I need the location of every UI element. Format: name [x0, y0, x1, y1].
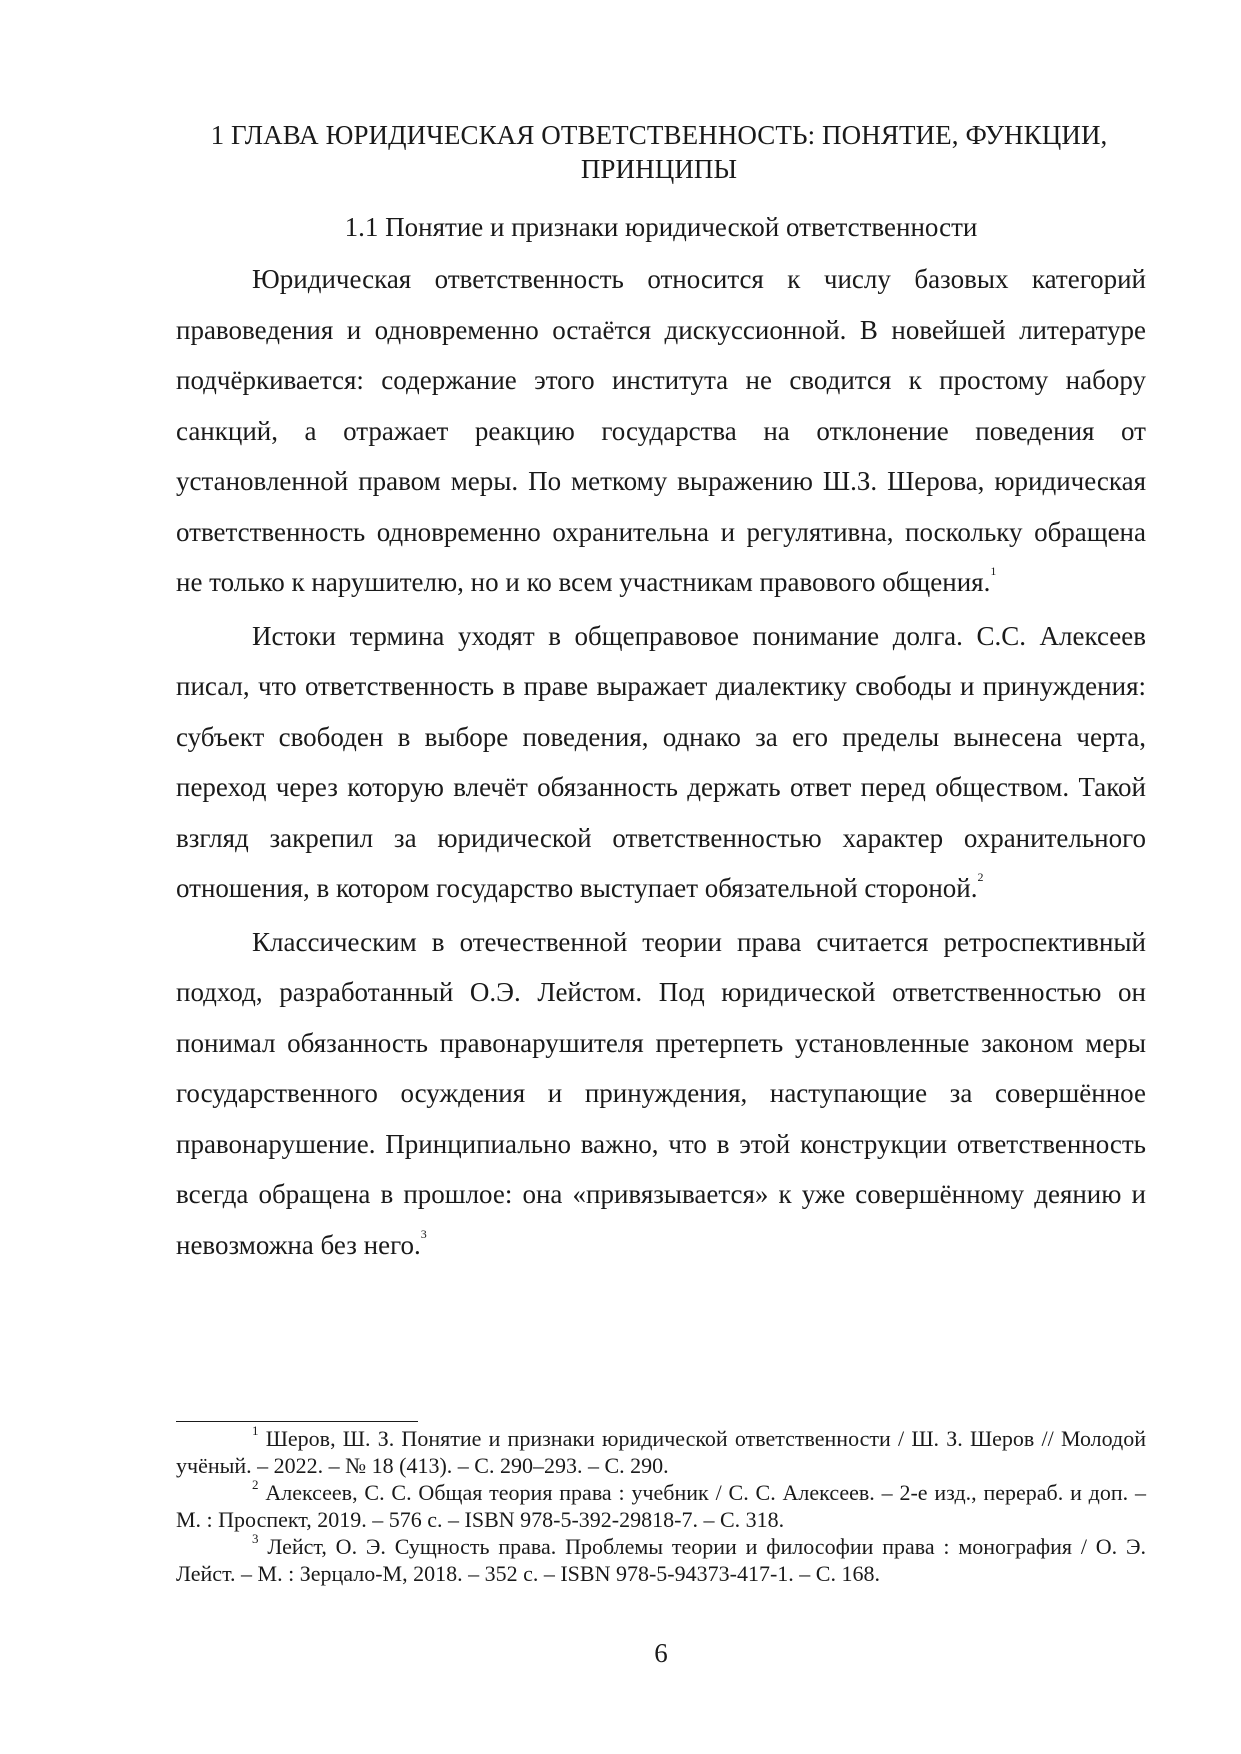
footnote-reference[interactable]: 2 [977, 870, 984, 884]
paragraph-2 [176, 611, 1146, 914]
footnote-mark: 1 [252, 1422, 259, 1438]
paragraph-text: Юридическая ответственность относится к числу базовых категорий правоведения и одновременно остаётся дискуссионной. В новейшей литературе подчёркивается: содержание этого института не сводится к простому набору санкций, а отражает реакцию государства на отклонение поведения от установленной правом меры. По меткому выражению Ш.З. Шерова, юридическая ответственность одновременно охранительна и регулятивна, поскольку обращена не только к нарушителю, но и ко всем участникам правового общения. [176, 264, 1146, 597]
footnote-1 [176, 1422, 1146, 1479]
footnote-2 [176, 1476, 1146, 1533]
paragraph-text: Классическим в отечественной теории права считается ретроспективный подход, разработанный О.Э. Лейстом. Под юридической ответственностью он понимал обязанность правонарушителя претерпеть установленные законом меры государственного осуждения и принуждения, наступающие за совершённое правонарушение. Принципиально важно, что в этой конструкции ответственность всегда обращена в прошлое: она «привязывается» к уже совершённому деянию и невозможна без него. [176, 926, 1146, 1260]
footnote-text: Лейст, О. Э. Сущность права. Проблемы теории и философии права : монография / О. Э. Лейст. – М. : Зерцало-М, 2018. – 352 с. – ISBN 978-5-94373-417-1. – С. 168. [176, 1534, 1146, 1586]
footnote-3 [176, 1530, 1146, 1587]
footnote-text: Шеров, Ш. З. Понятие и признаки юридической ответственности / Ш. З. Шеров // Молодой учёный. – 2022. – № 18 (413). – С. 290–293. – С. 290. [176, 1426, 1146, 1478]
footnotes [176, 1422, 1146, 1587]
paragraph-text: Истоки термина уходят в общеправовое понимание долга. С.С. Алексеев писал, что ответственность в праве выражает диалектику свободы и принуждения: субъект свободен в выборе поведения, однако за его пределы вынесена черта, переход через которую влечёт обязанность держать ответ перед обществом. Такой взгляд закрепил за юридической ответственностью характер охранительного отношения, в котором государство выступает обязательной стороной. [176, 620, 1146, 903]
footnote-mark: 3 [252, 1530, 259, 1546]
chapter-title: 1 ГЛАВА ЮРИДИЧЕСКАЯ ОТВЕТСТВЕННОСТЬ: ПОНЯТИЕ, ФУНКЦИИ, ПРИНЦИПЫ [210, 120, 1108, 184]
footnote-separator [176, 1421, 418, 1422]
body-text [176, 254, 1146, 1273]
footnote-reference[interactable]: 1 [990, 564, 997, 578]
paragraph-3 [176, 917, 1146, 1271]
footnote-mark: 2 [252, 1476, 259, 1492]
footnote-reference[interactable]: 3 [420, 1226, 427, 1241]
paragraph-1 [176, 254, 1146, 608]
footnote-text: Алексеев, С. С. Общая теория права : учебник / С. С. Алексеев. – 2-е изд., перераб. и доп. – М. : Проспект, 2019. – 576 с. – ISBN 978-5-392-29818-7. – С. 318. [176, 1480, 1146, 1532]
page-number: 6 [654, 1638, 668, 1668]
section-title: 1.1 Понятие и признаки юридической ответственности [344, 212, 978, 242]
